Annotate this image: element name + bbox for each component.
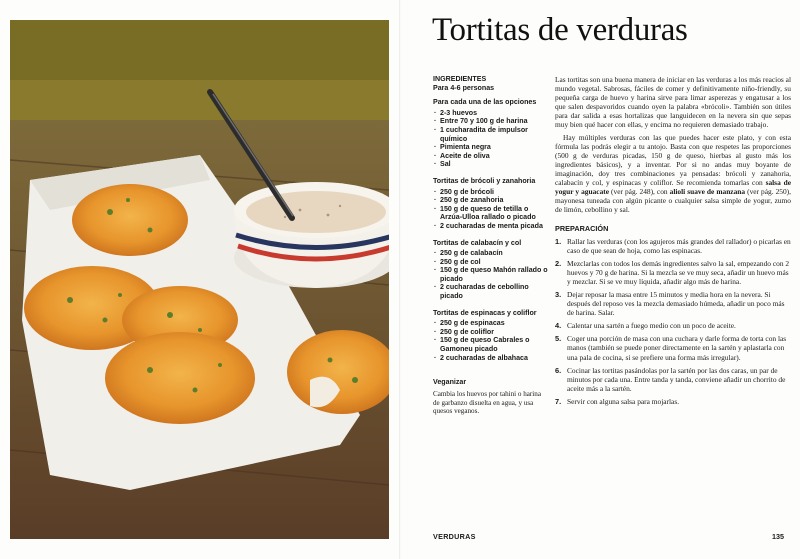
step-text: Servir con alguna salsa para mojarlas. (567, 396, 680, 406)
ingredient-item: · 150 g de queso Mahón rallado o picado (433, 266, 548, 283)
intro-paragraph (555, 133, 791, 215)
recipe-crossref: alioli suave de manzana (669, 187, 746, 197)
preparation-step (555, 259, 791, 286)
running-footer-section: VERDURAS (433, 532, 476, 541)
preparation-heading: PREPARACIÓN (555, 224, 609, 234)
preparation-step (555, 366, 791, 393)
intro-text: Hay múltiples verduras con las que puedes hacer este plato, y con esta fórmula las podrás elegir a tu antojo. Basta con que respetes las proporciones (500 g de verduras picadas, 150 g de queso, hierbas al gusto más los ingredientes básicos), y a inventar. Por si no andas muy boyante de imaginación, doy tres combinaciones ya pensadas: brócoli y zanahoria, calabacín y col, y espinacas y coliflor. Se recomienda tomarlas con (555, 132, 791, 188)
ingredient-item: · 150 g de queso de tetilla o Arzúa-Ulloa rallado o picado (433, 205, 548, 222)
preparation-step (555, 397, 791, 406)
preparation-step (555, 290, 791, 317)
preparation-steps (555, 237, 791, 407)
step-number: 5. (555, 334, 562, 344)
body-column (555, 75, 791, 410)
ingredient-item: · 2 cucharadas de menta picada (433, 222, 548, 231)
recipe-title: Tortitas de verduras (432, 12, 688, 48)
vegan-note-text: Cambia los huevos por tahini o harina de garbanzo disuelta en agua, y usa quesos veganos. (433, 389, 541, 416)
ingredients-heading: INGREDIENTES (433, 75, 487, 83)
ingredient-item: · 250 g de col (433, 258, 548, 267)
step-number: 6. (555, 365, 562, 375)
ingredient-item: · Pimienta negra (433, 143, 548, 152)
step-number: 4. (555, 321, 562, 331)
ingredient-item: · 2-3 huevos (433, 109, 548, 118)
vegan-note-title: Veganizar (433, 378, 467, 387)
page-gutter (399, 0, 401, 559)
vegan-note (433, 378, 548, 416)
ingredient-list (433, 188, 548, 231)
ingredient-item: · 250 g de espinacas (433, 319, 548, 328)
step-text: Dejar reposar la masa entre 15 minutos y media hora en la nevera. Si después del reposo ves la mezcla demasiado húmeda, añadir un poco más de harina. Salar. (567, 289, 785, 318)
intro-paragraph: Las tortitas son una buena manera de iniciar en las verduras a los más reacios al mundo vegetal. Sabrosas, fáciles de comer y definitivamente niño-friendly, su pequeña carga de huevo y harina sirve para limar asperezas y engatusar a los que salen despavoridos cuando oyen la palabra «brócoli». También son útiles para dar salida a esas hortalizas que languidecen en la nevera sin que sepas muy bien qué hacer con ellas, y encima no requieren demasiado trabajo. (555, 75, 791, 130)
ingredient-item: · Aceite de oliva (433, 152, 548, 161)
page-number: 135 (772, 532, 784, 541)
preparation-step (555, 237, 791, 255)
intro-text: (ver pág. 248), con (609, 187, 670, 197)
step-text: Calentar una sartén a fuego medio con un poco de aceite. (567, 321, 736, 331)
step-number: 1. (555, 236, 562, 246)
ingredient-item: · 2 cucharadas de cebollino picado (433, 283, 548, 300)
servings: Para 4-6 personas (433, 83, 495, 92)
ingredient-item: · 250 g de calabacín (433, 249, 548, 258)
ingredient-item: · 1 cucharadita de impulsor químico (433, 126, 548, 143)
recipe-photo (10, 20, 389, 539)
recipe-crossref: salsa de yogur y aguacate (555, 178, 791, 197)
ingredient-group-title: Tortitas de brócoli y zanahoria (433, 176, 536, 185)
ingredient-group-title: Tortitas de calabacín y col (433, 238, 522, 247)
ingredient-group (433, 177, 548, 231)
ingredient-item: · 250 g de zanahoria (433, 196, 548, 205)
ingredient-item: · 250 g de brócoli (433, 188, 548, 197)
ingredient-group (433, 239, 548, 301)
ingredient-group (433, 309, 548, 363)
step-text: Mezclarlas con todos los demás ingredientes salvo la sal, empezando con 2 huevos y 70 g de harina. Si la mezcla se ve muy seca, añadir un huevo más y mezclar. Si se ve muy líquida, añadir algo más de harina. (567, 258, 790, 286)
ingredient-group-title: Tortitas de espinacas y coliflor (433, 308, 537, 317)
intro-text: (ver pág. 250), mayonesa tuneada con algún picante o cualquier salsa simple de yogur, zumo de limón, cebollino y sal. (555, 187, 791, 215)
fritters-illustration (10, 20, 389, 539)
ingredient-item: · Entre 70 y 100 g de harina (433, 117, 548, 126)
step-text: Rallar las verduras (con los agujeros más grandes del rallador) o picarlas en caso de que sean de hoja, como las espinacas. (567, 236, 791, 255)
preparation-step (555, 321, 791, 330)
ingredient-group (433, 98, 548, 169)
ingredient-item: · Sal (433, 160, 548, 169)
ingredient-list (433, 319, 548, 362)
step-text: Cocinar las tortitas pasándolas por la sartén por las dos caras, un par de minutos por cada una. Entre tanda y tanda, conviene añadir un chorrito de aceite más a la sartén. (567, 365, 786, 393)
step-number: 7. (555, 396, 562, 406)
ingredient-group-title: Para cada una de las opciones (433, 98, 537, 107)
ingredient-list (433, 109, 548, 169)
ingredients-column (433, 75, 548, 416)
ingredient-item: · 2 cucharadas de albahaca (433, 354, 548, 363)
ingredient-item: · 250 g de coliflor (433, 328, 548, 337)
step-number: 2. (555, 258, 562, 268)
ingredient-item: · 150 g de queso Cabrales o Gamoneu picado (433, 336, 548, 353)
step-number: 3. (555, 289, 562, 299)
ingredient-list (433, 249, 548, 301)
preparation-step (555, 334, 791, 361)
step-text: Coger una porción de masa con una cuchara y darle forma de torta con las manos (también se puede poner directamente en la sartén y aplastarla con una pala de cocina, si se prefiere una forma más irregular). (567, 334, 787, 362)
